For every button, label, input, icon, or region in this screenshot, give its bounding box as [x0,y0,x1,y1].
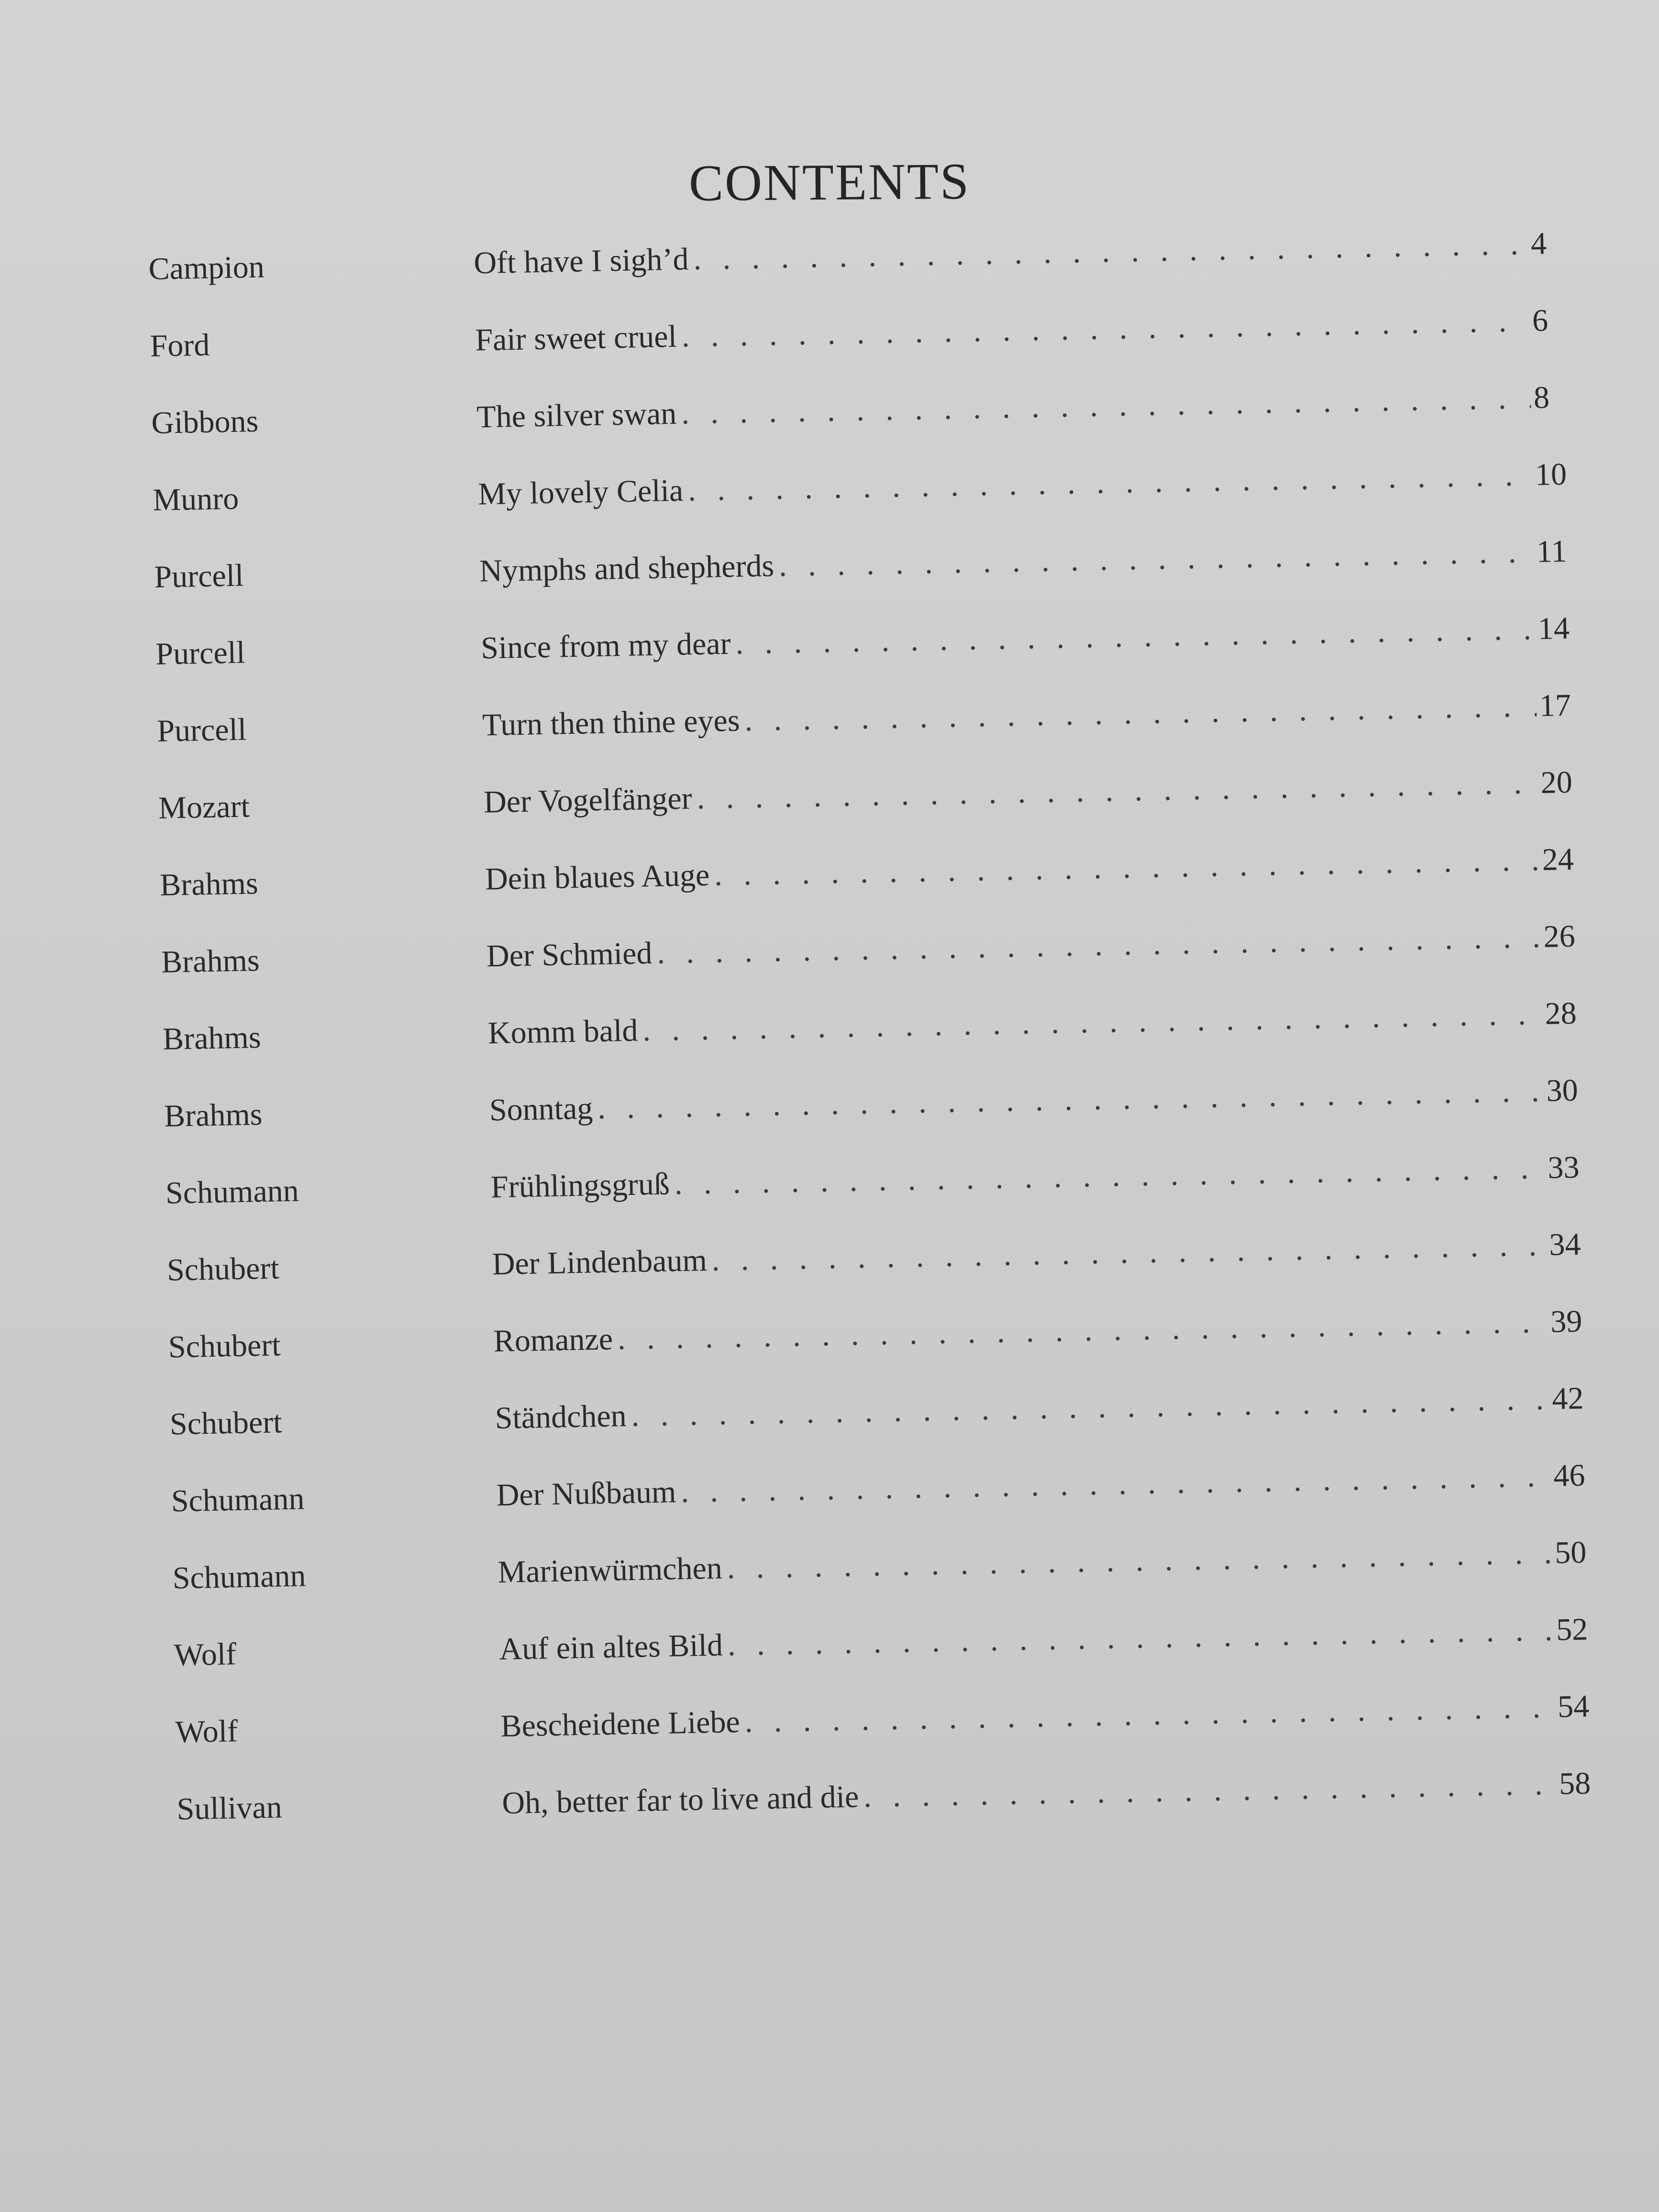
composer-name: Sullivan [176,1790,283,1827]
title-cell [474,227,1574,279]
composer-name: Wolf [175,1714,238,1750]
page-number: 20 [1540,764,1573,800]
song-title: Frühlingsgruß [490,1166,670,1205]
composer-name: Purcell [156,712,247,749]
song-title: Fair sweet cruel [475,319,677,358]
page-number: 52 [1556,1612,1588,1648]
composer-name: Purcell [154,558,244,595]
composer-name: Brahms [162,1019,262,1057]
page-number: 58 [1559,1766,1591,1802]
page-title: CONTENTS [688,153,971,212]
song-title: Der Schmied [486,935,653,974]
page-number: 50 [1554,1535,1587,1571]
page-number: 42 [1551,1381,1584,1416]
song-title: Oft have I sigh’d [473,242,689,281]
song-title: Nymphs and shepherds [479,548,774,589]
page-number: 33 [1547,1150,1580,1185]
page-number: 54 [1557,1689,1590,1725]
composer-name: Munro [152,481,239,518]
composer-name: Gibbons [151,403,259,441]
page-number: 26 [1543,918,1576,954]
page-number: 14 [1537,610,1570,646]
composer-name: Brahms [161,942,260,980]
page-number: 8 [1533,380,1550,415]
song-title: Turn then thine eyes [482,703,741,743]
composer-name: Wolf [174,1637,237,1673]
page-number: 28 [1544,995,1577,1031]
song-title: The silver swan [476,396,677,435]
dot-leader [693,228,1528,275]
song-title: Oh, better far to live and die [501,1779,859,1821]
page-number: 11 [1536,533,1568,569]
page-number: 30 [1546,1073,1579,1108]
page-number: 17 [1539,687,1571,723]
composer-name: Brahms [164,1096,263,1134]
composer-name: Brahms [159,866,259,903]
song-title: Der Nußbaum [496,1474,677,1513]
song-title: My lovely Celia [477,473,684,512]
song-title: Bescheidene Liebe [500,1704,741,1744]
song-title: Since from my dear [480,626,731,666]
page-number: 39 [1550,1304,1583,1339]
composer-name: Schubert [166,1250,280,1288]
song-title: Dein blaues Auge [485,857,710,897]
page-number: 4 [1530,226,1547,262]
song-title: Auf ein altes Bild [498,1627,723,1667]
composer-name: Mozart [158,789,250,826]
composer-name: Purcell [155,635,245,672]
song-title: Ständchen [495,1398,627,1436]
page-number: 34 [1548,1227,1582,1262]
song-title: Der Vogelfänger [483,781,693,820]
page-number: 10 [1535,456,1567,492]
composer-name: Schumann [172,1558,307,1596]
page-number: 24 [1542,841,1574,877]
song-title: Sonntag [489,1091,593,1128]
song-title: Romanze [493,1321,613,1359]
page-number: 46 [1553,1458,1585,1493]
composer-name: Ford [149,327,210,364]
song-title: Komm bald [487,1013,639,1051]
page-number: 6 [1532,303,1548,339]
table-of-contents [148,227,1603,1870]
composer-name: Schubert [169,1405,283,1442]
composer-name: Schubert [168,1327,281,1365]
composer-name: Schumann [171,1481,305,1519]
composer-name: Campion [148,249,265,287]
composer-name: Schumann [165,1173,299,1211]
song-title: Marienwürmchen [497,1550,723,1590]
song-title: Der Lindenbaum [492,1242,708,1282]
